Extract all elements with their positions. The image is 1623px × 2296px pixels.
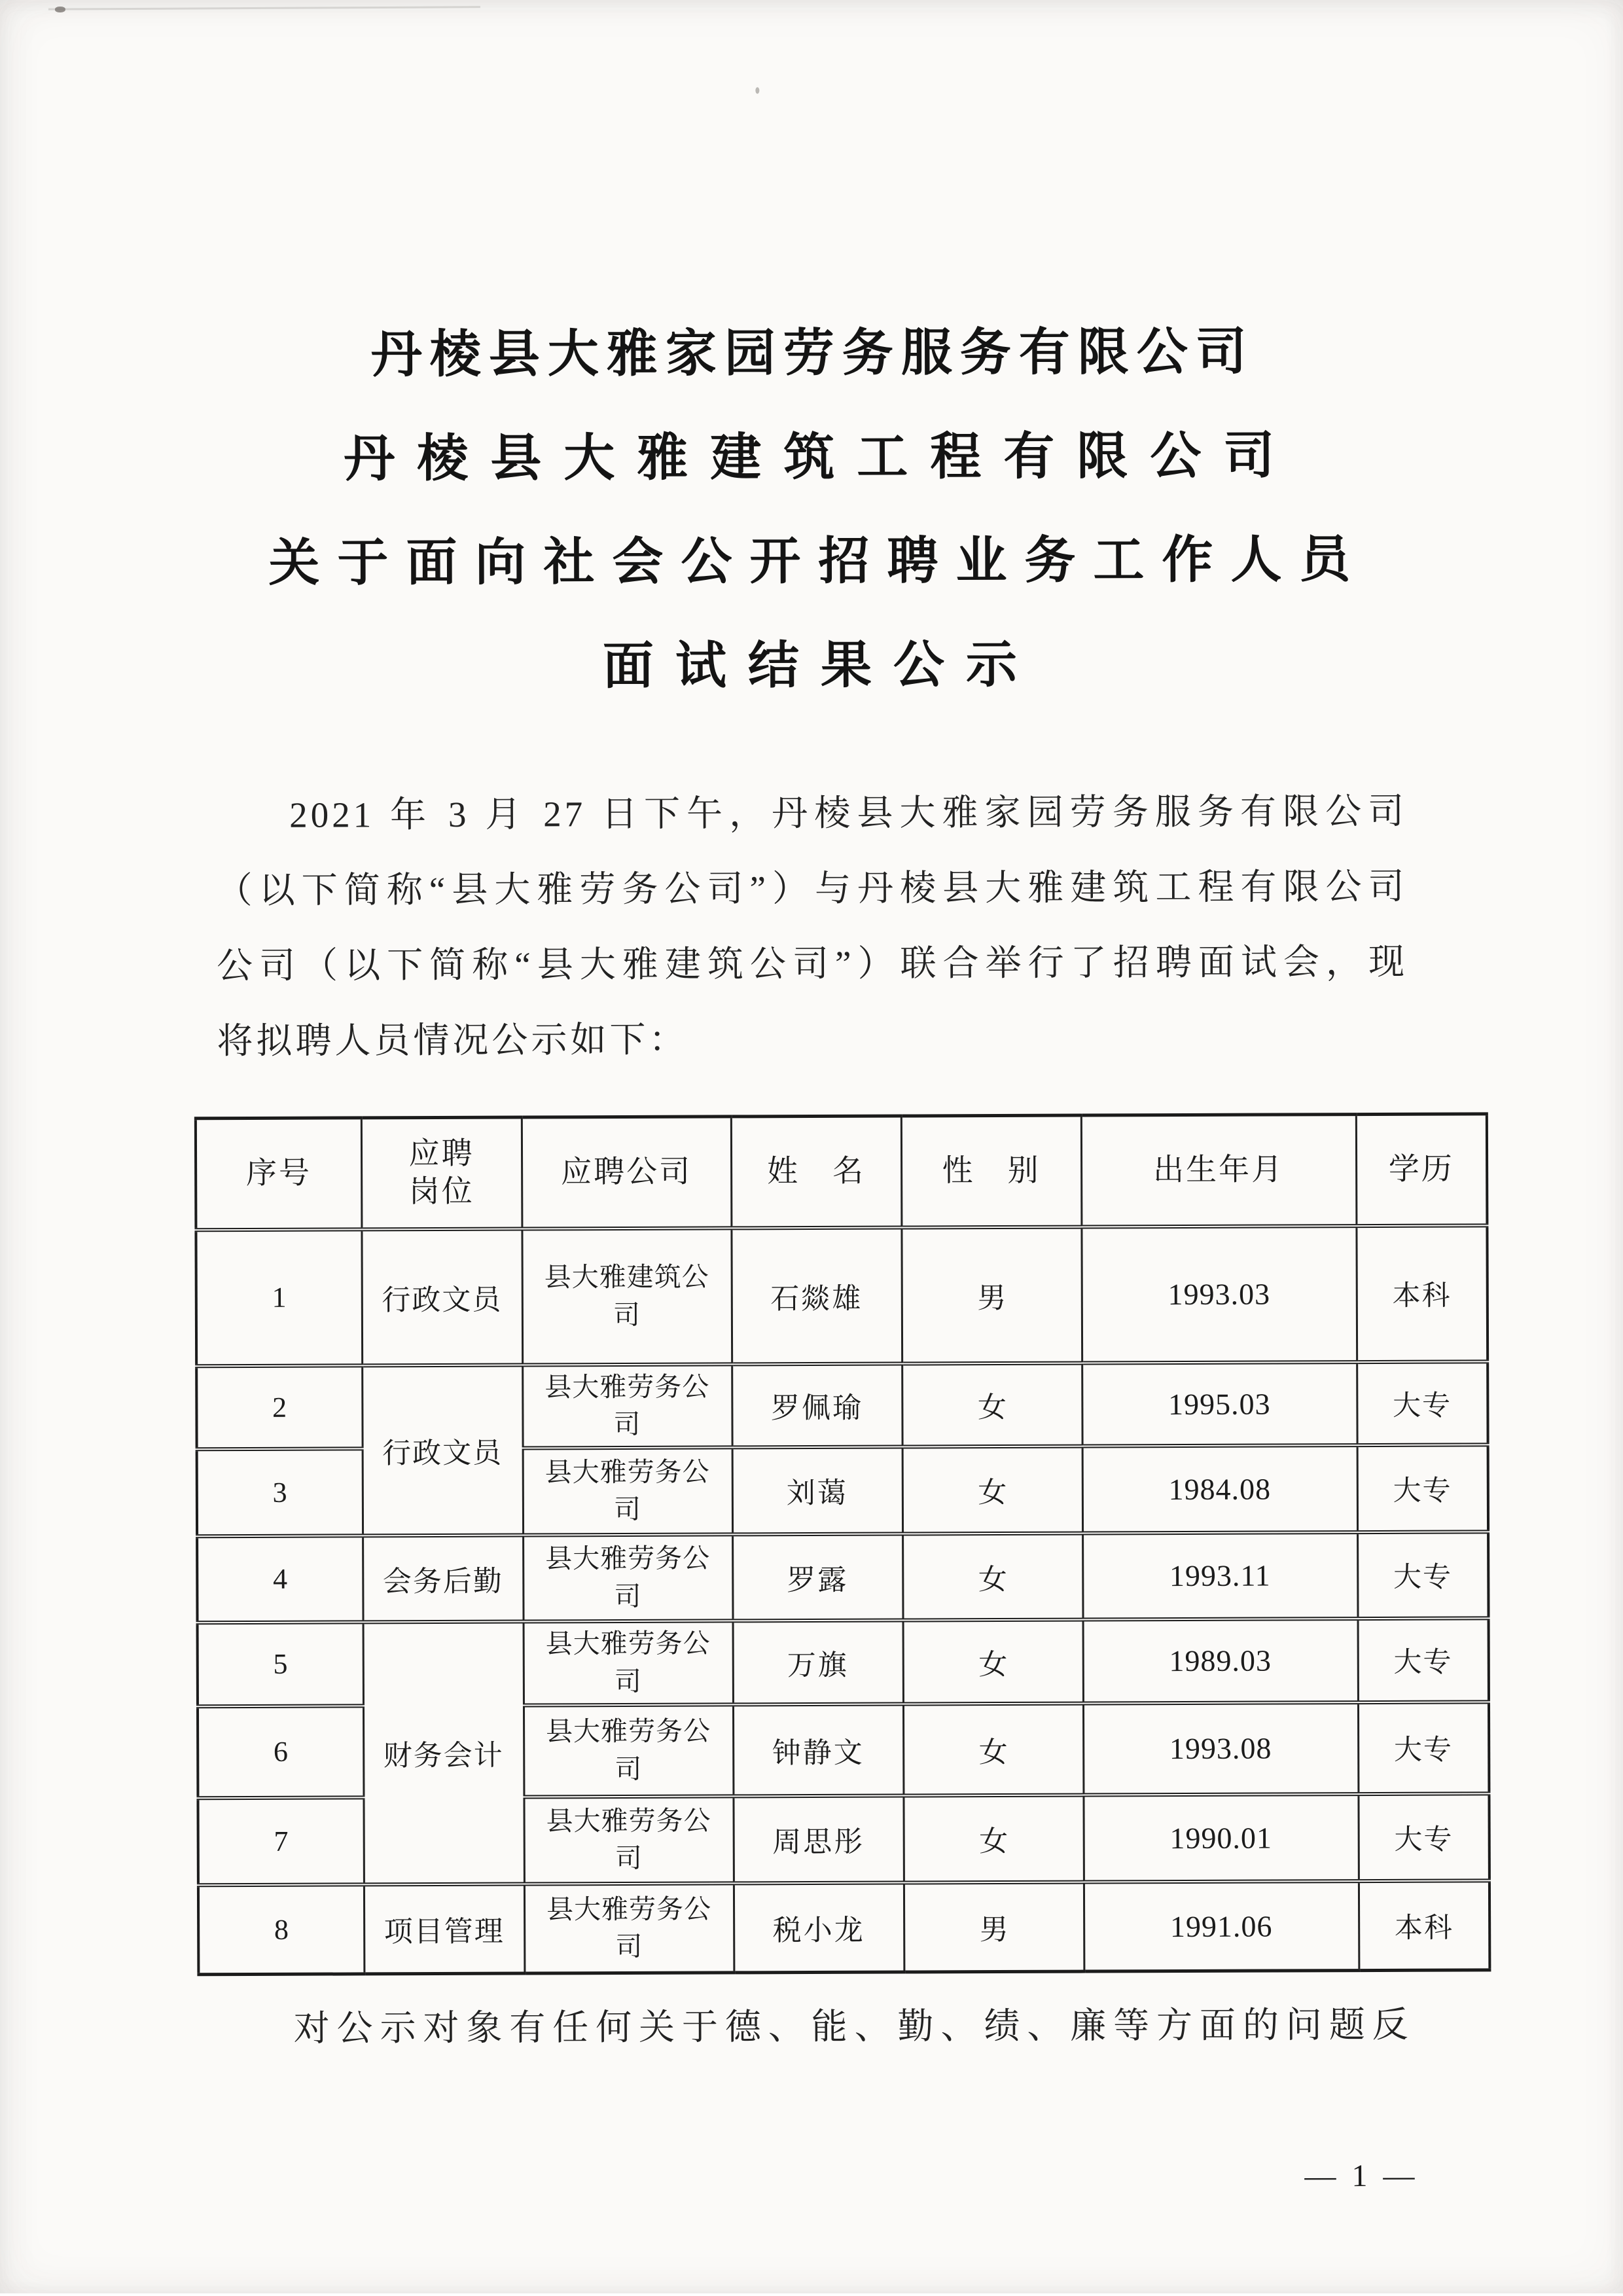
cell-r2-birthdate: 1995.03 <box>1082 1362 1357 1446</box>
scan-artifact-speck <box>55 7 65 12</box>
header-cell-gender: 性 别 <box>901 1115 1082 1227</box>
header-cell-serial: 序号 <box>196 1118 362 1230</box>
cell-r7-education: 大专 <box>1358 1793 1489 1881</box>
cell-r3-name: 刘蔼 <box>732 1446 902 1534</box>
table-row <box>198 1618 1489 1706</box>
cell-r5r7-position-merged: 财务会计 <box>363 1621 524 1884</box>
cell-r3-serial: 3 <box>197 1448 363 1536</box>
cell-r6-education: 大专 <box>1358 1702 1489 1794</box>
cell-r4-education: 大专 <box>1357 1532 1488 1619</box>
cell-r7-birthdate: 1990.01 <box>1083 1794 1358 1882</box>
cell-r4-serial: 4 <box>197 1535 363 1623</box>
cell-r2r3-position-merged: 行政文员 <box>362 1365 523 1535</box>
cell-r1-serial: 1 <box>196 1229 362 1366</box>
scan-artifact-line <box>48 6 480 10</box>
cell-r6-gender: 女 <box>903 1703 1083 1795</box>
cell-r8-birthdate: 1991.06 <box>1084 1881 1359 1971</box>
cell-r2-company <box>522 1364 732 1448</box>
cell-r4-position: 会务后勤 <box>363 1535 523 1622</box>
footer-paragraph-line: 对公示对象有任何关于德、能、勤、绩、廉等方面的问题反 <box>293 2004 1412 2049</box>
page-number: — 1 — <box>1304 2158 1419 2194</box>
results-table-container <box>194 1112 1489 1976</box>
company-text: 县大雅劳务公司 <box>544 1456 710 1525</box>
cell-r1-company <box>522 1228 732 1365</box>
cell-r4-gender: 女 <box>902 1533 1082 1620</box>
body-line-2: （以下简称“县大雅劳务公司”）与丹棱县大雅建筑工程有限公司 <box>216 866 1408 911</box>
cell-r6-serial: 6 <box>198 1706 363 1798</box>
company-text: 县大雅建筑公司 <box>544 1261 709 1330</box>
cell-r1-birthdate: 1993.03 <box>1081 1226 1357 1363</box>
title-line-3: 关于面向社会公开招聘业务工作人员 <box>268 531 1368 592</box>
company-text: 县大雅劳务公司 <box>545 1543 711 1611</box>
cell-r5-name: 万旗 <box>733 1620 903 1704</box>
cell-r7-company <box>524 1796 733 1884</box>
cell-r2-name: 罗佩瑜 <box>732 1363 902 1447</box>
cell-r2-serial: 2 <box>196 1365 362 1449</box>
cell-r5-birthdate: 1989.03 <box>1083 1619 1358 1703</box>
cell-r8-serial: 8 <box>198 1884 364 1975</box>
header-cell-position: 应聘 岗位 <box>361 1117 522 1229</box>
company-text: 县大雅劳务公司 <box>544 1371 710 1440</box>
company-text: 县大雅劳务公司 <box>545 1628 711 1696</box>
cell-r4-company <box>523 1534 732 1621</box>
cell-r5-education: 大专 <box>1358 1618 1489 1702</box>
scan-artifact-speck <box>755 87 759 94</box>
title-line-4: 面试结果公示 <box>602 636 1039 695</box>
title-line-2: 丹棱县大雅建筑工程有限公司 <box>344 427 1297 488</box>
body-paragraph <box>216 774 1408 1079</box>
cell-r6-company <box>524 1704 733 1797</box>
cell-r6-birthdate: 1993.08 <box>1083 1702 1358 1795</box>
document-title <box>0 298 1622 721</box>
company-text: 县大雅劳务公司 <box>546 1893 712 1962</box>
cell-r4-name: 罗露 <box>732 1534 902 1621</box>
cell-r6-name: 钟静文 <box>733 1704 903 1796</box>
cell-r8-gender: 男 <box>904 1882 1084 1972</box>
cell-r5-gender: 女 <box>903 1619 1083 1704</box>
cell-r1-position: 行政文员 <box>361 1229 522 1365</box>
cell-r2-gender: 女 <box>902 1363 1082 1446</box>
company-text: 县大雅劳务公司 <box>546 1715 711 1784</box>
cell-r8-company <box>524 1883 734 1973</box>
cell-r7-serial: 7 <box>198 1797 363 1885</box>
table-row <box>197 1532 1488 1623</box>
cell-r8-education: 本科 <box>1359 1880 1489 1971</box>
header-cell-name: 姓 名 <box>731 1116 902 1228</box>
cell-r3-birthdate: 1984.08 <box>1082 1445 1357 1533</box>
table-header-row <box>196 1114 1488 1230</box>
header-cell-birthdate: 出生年月 <box>1081 1115 1357 1227</box>
cell-r3-education: 大专 <box>1357 1444 1488 1532</box>
cell-r8-name: 税小龙 <box>734 1882 904 1973</box>
body-line-3: 公司（以下简称“县大雅建筑公司”）联合举行了招聘面试会，现 <box>216 941 1408 986</box>
cell-r7-name: 周思彤 <box>733 1795 903 1883</box>
table-row <box>196 1361 1488 1449</box>
cell-r2-education: 大专 <box>1357 1361 1488 1445</box>
cell-r1-gender: 男 <box>901 1227 1082 1363</box>
cell-r4-birthdate: 1993.11 <box>1082 1532 1357 1619</box>
company-text: 县大雅劳务公司 <box>546 1805 711 1874</box>
body-line-4: 将拟聘人员情况公示如下： <box>217 1019 688 1062</box>
cell-r5-company <box>524 1621 733 1705</box>
table-row <box>198 1880 1489 1975</box>
table-row <box>196 1225 1488 1366</box>
body-line-1: 2021 年 3 月 27 日下午，丹棱县大雅家园劳务服务有限公司 <box>289 791 1408 835</box>
header-cell-education: 学历 <box>1356 1114 1488 1226</box>
cell-r3-gender: 女 <box>902 1446 1082 1534</box>
cell-r5-serial: 5 <box>198 1622 363 1706</box>
cell-r1-name: 石燚雄 <box>731 1227 902 1364</box>
cell-r1-education: 本科 <box>1356 1225 1488 1362</box>
title-line-1: 丹棱县大雅家园劳务服务有限公司 <box>370 323 1255 384</box>
results-table <box>194 1112 1491 1976</box>
cell-r8-position: 项目管理 <box>364 1884 524 1974</box>
cell-r3-company <box>523 1447 732 1535</box>
cell-r7-gender: 女 <box>903 1795 1083 1882</box>
header-cell-company: 应聘公司 <box>522 1117 732 1229</box>
